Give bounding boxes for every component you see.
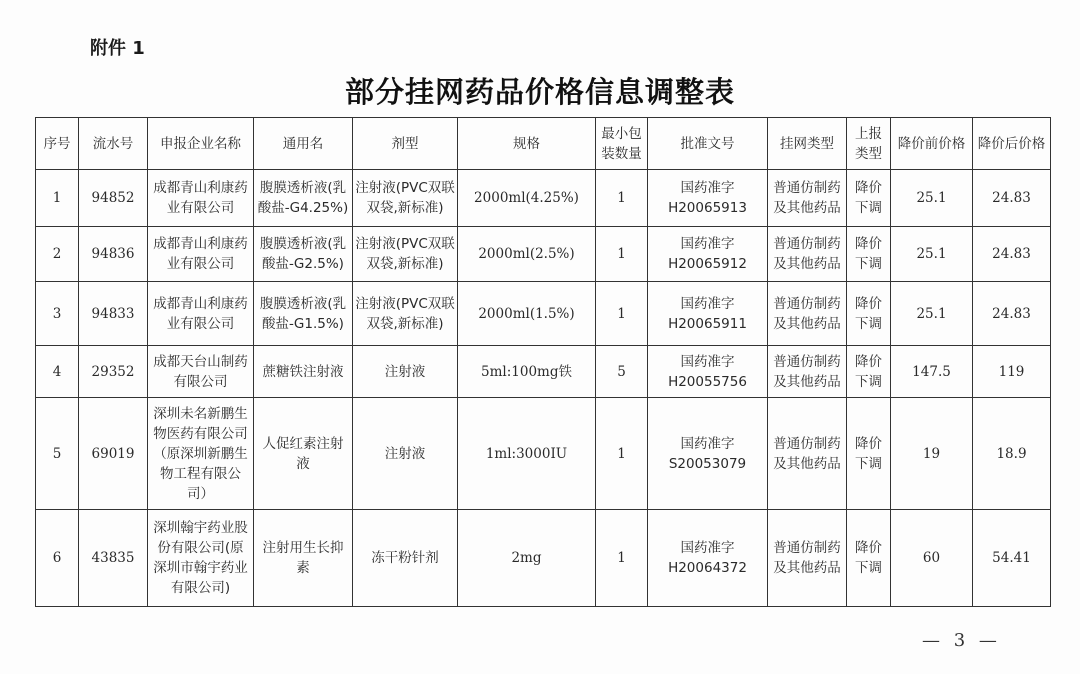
header-report-type: 上报类型 [847,118,891,170]
cell-approval: 国药准字H20064372 [648,510,768,607]
cell-min-pack: 1 [596,282,648,346]
cell-spec: 2000ml(2.5%) [458,227,596,282]
cell-seq: 4 [36,346,79,398]
cell-company: 成都天台山制药有限公司 [148,346,254,398]
cell-report-type: 降价下调 [847,170,891,227]
header-dosage-form: 剂型 [353,118,458,170]
header-seq: 序号 [36,118,79,170]
header-serial: 流水号 [79,118,148,170]
cell-price-before: 25.1 [891,170,973,227]
cell-dosage-form: 注射液(PVC双联双袋,新标准) [353,282,458,346]
cell-serial: 94852 [79,170,148,227]
cell-report-type: 降价下调 [847,227,891,282]
cell-approval: 国药准字H20065912 [648,227,768,282]
cell-listing-type: 普通仿制药及其他药品 [768,170,847,227]
cell-seq: 6 [36,510,79,607]
page-title: 部分挂网药品价格信息调整表 [344,75,735,109]
table-row [36,346,1051,398]
cell-seq: 1 [36,170,79,227]
header-spec: 规格 [458,118,596,170]
cell-price-after: 18.9 [973,398,1051,510]
cell-serial: 29352 [79,346,148,398]
cell-listing-type: 普通仿制药及其他药品 [768,510,847,607]
cell-price-before: 60 [891,510,973,607]
cell-listing-type: 普通仿制药及其他药品 [768,282,847,346]
cell-generic-name: 注射用生长抑素 [254,510,353,607]
cell-price-after: 119 [973,346,1051,398]
cell-company: 成都青山利康药业有限公司 [148,227,254,282]
cell-spec: 5ml:100mg铁 [458,346,596,398]
cell-price-before: 25.1 [891,227,973,282]
cell-min-pack: 1 [596,510,648,607]
table-header-row [36,118,1051,170]
cell-approval: 国药准字S20053079 [648,398,768,510]
cell-serial: 94833 [79,282,148,346]
cell-min-pack: 5 [596,346,648,398]
cell-dosage-form: 注射液 [353,346,458,398]
cell-listing-type: 普通仿制药及其他药品 [768,398,847,510]
cell-price-after: 54.41 [973,510,1051,607]
cell-company: 深圳未名新鹏生物医药有限公司（原深圳新鹏生物工程有限公司） [148,398,254,510]
cell-min-pack: 1 [596,398,648,510]
cell-generic-name: 人促红素注射液 [254,398,353,510]
cell-price-after: 24.83 [973,170,1051,227]
cell-generic-name: 腹膜透析液(乳酸盐-G4.25%) [254,170,353,227]
cell-seq: 2 [36,227,79,282]
cell-spec: 2mg [458,510,596,607]
header-generic-name: 通用名 [254,118,353,170]
cell-report-type: 降价下调 [847,282,891,346]
cell-company: 成都青山利康药业有限公司 [148,170,254,227]
cell-dosage-form: 冻干粉针剂 [353,510,458,607]
table-row [36,282,1051,346]
page-number: — 3 — [922,630,1001,651]
cell-min-pack: 1 [596,170,648,227]
price-adjustment-table [35,117,1051,607]
cell-spec: 2000ml(4.25%) [458,170,596,227]
cell-min-pack: 1 [596,227,648,282]
cell-price-after: 24.83 [973,282,1051,346]
cell-company: 深圳翰宇药业股份有限公司(原深圳市翰宇药业有限公司) [148,510,254,607]
cell-dosage-form: 注射液 [353,398,458,510]
header-min-pack: 最小包装数量 [596,118,648,170]
cell-price-before: 25.1 [891,282,973,346]
header-listing-type: 挂网类型 [768,118,847,170]
cell-price-before: 19 [891,398,973,510]
cell-price-after: 24.83 [973,227,1051,282]
cell-listing-type: 普通仿制药及其他药品 [768,227,847,282]
cell-listing-type: 普通仿制药及其他药品 [768,346,847,398]
table-row [36,510,1051,607]
table-row [36,170,1051,227]
cell-generic-name: 腹膜透析液(乳酸盐-G1.5%) [254,282,353,346]
cell-serial: 43835 [79,510,148,607]
cell-approval: 国药准字H20065911 [648,282,768,346]
cell-dosage-form: 注射液(PVC双联双袋,新标准) [353,170,458,227]
header-approval: 批准文号 [648,118,768,170]
cell-generic-name: 腹膜透析液(乳酸盐-G2.5%) [254,227,353,282]
cell-serial: 69019 [79,398,148,510]
cell-company: 成都青山利康药业有限公司 [148,282,254,346]
cell-seq: 3 [36,282,79,346]
header-price-after: 降价后价格 [973,118,1051,170]
cell-report-type: 降价下调 [847,398,891,510]
cell-dosage-form: 注射液(PVC双联双袋,新标准) [353,227,458,282]
header-price-before: 降价前价格 [891,118,973,170]
cell-generic-name: 蔗糖铁注射液 [254,346,353,398]
cell-spec: 2000ml(1.5%) [458,282,596,346]
table-row [36,227,1051,282]
table-row [36,398,1051,510]
cell-approval: 国药准字H20055756 [648,346,768,398]
cell-approval: 国药准字H20065913 [648,170,768,227]
attachment-label: 附件 1 [90,38,145,59]
cell-report-type: 降价下调 [847,346,891,398]
header-company: 申报企业名称 [148,118,254,170]
cell-report-type: 降价下调 [847,510,891,607]
cell-serial: 94836 [79,227,148,282]
cell-seq: 5 [36,398,79,510]
cell-price-before: 147.5 [891,346,973,398]
cell-spec: 1ml:3000IU [458,398,596,510]
